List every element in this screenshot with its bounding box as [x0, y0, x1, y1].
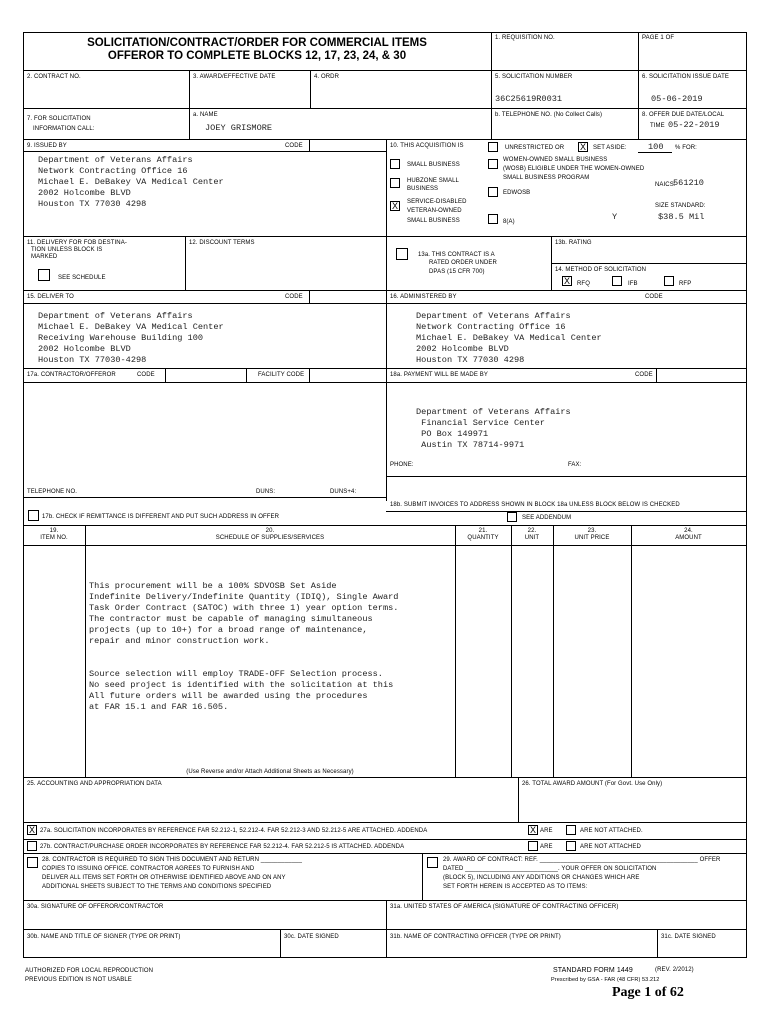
rated-order-label-1: 13a. THIS CONTRACT IS A: [418, 252, 495, 258]
col-22-number: 22.: [527, 528, 537, 534]
col-21-number: 21.: [478, 528, 488, 534]
clause-27b-are-label: ARE: [540, 844, 553, 850]
fob-label-3: MARKED: [31, 254, 58, 260]
naics-label: NAICS:: [655, 182, 676, 188]
payment-phone-label: PHONE:: [390, 462, 414, 468]
set-aside-label: SET ASIDE:: [593, 145, 627, 151]
deliver-to-label: 15. DELIVER TO: [27, 294, 74, 300]
issue-date-label: 6. SOLICITATION ISSUE DATE: [642, 74, 729, 80]
col-19-heading: ITEM NO.: [40, 535, 68, 541]
solicitation-number-label: 5. SOLICITATION NUMBER: [495, 74, 573, 80]
schedule-text-8: Source selection will employ TRADE-OFF Selection process.: [89, 669, 383, 679]
officer-name-label: 31b. NAME OF CONTRACTING OFFICER (TYPE OR PRINT): [390, 934, 561, 940]
payment-line-2: Financial Service Center: [416, 418, 545, 428]
administered-by-line-2: Network Contracting Office 16: [416, 322, 566, 332]
ifb-checkbox[interactable]: [612, 276, 622, 286]
eight-a-checkbox[interactable]: [488, 214, 498, 224]
payment-code-label: CODE: [635, 372, 653, 378]
schedule-text-3: Task Order Contract (SATOC) with three 1) year option terms.: [89, 603, 399, 613]
name-label: a. NAME: [193, 112, 218, 118]
administered-by-line-3: Michael E. DeBakey VA Medical Center: [416, 333, 602, 343]
payment-line-1: Department of Veterans Affairs: [416, 407, 571, 417]
clause-27b-are-not-label: ARE NOT ATTACHED: [580, 844, 641, 850]
discount-terms-label: 12. DISCOUNT TERMS: [189, 240, 255, 246]
clause-28-line-2: COPIES TO ISSUING OFFICE. CONTRACTOR AGREES TO FURNISH AND: [42, 866, 255, 872]
border-right: [746, 32, 747, 957]
wosb-label-1: WOMEN-OWNED SMALL BUSINESS: [503, 157, 608, 163]
rated-order-checkbox[interactable]: [396, 248, 408, 260]
sdvosb-label-2: VETERAN-OWNED: [407, 208, 462, 214]
contractor-label: 17a. CONTRACTOR/OFFEROR: [27, 372, 116, 378]
footer-prescribed: Prescribed by GSA - FAR (48 CFR) 53.212: [551, 977, 660, 983]
rfq-checkbox[interactable]: X: [563, 276, 570, 286]
percent-for-label: % FOR:: [675, 145, 697, 151]
set-aside-checkbox[interactable]: X: [579, 142, 586, 152]
rated-order-label-3: DPAS (15 CFR 700): [429, 269, 485, 275]
clause-27b-checkbox[interactable]: [27, 841, 37, 851]
clause-27a-checkbox[interactable]: X: [28, 825, 35, 835]
footer-revision: (REV. 2/2012): [655, 967, 694, 973]
rating-label: 13b. RATING: [555, 240, 592, 246]
payment-fax-label: FAX:: [568, 462, 582, 468]
contractor-code-label: CODE: [137, 372, 155, 378]
sdvosb-label-3: SMALL BUSINESS: [407, 218, 460, 224]
set-aside-percent: 100: [648, 142, 664, 152]
deliver-to-line-1: Department of Veterans Affairs: [38, 311, 193, 321]
border-bottom: [23, 957, 747, 958]
telephone-no-label: TELEPHONE NO.: [27, 489, 77, 495]
col-23-number: 23.: [587, 528, 597, 534]
issued-by-line-2: Network Contracting Office 16: [38, 166, 188, 176]
officer-date-label: 31c. DATE SIGNED: [661, 934, 716, 940]
wosb-checkbox[interactable]: [488, 159, 498, 169]
signature-offeror-label: 30a. SIGNATURE OF OFFEROR/CONTRACTOR: [27, 904, 164, 910]
col-24-number: 24.: [684, 528, 693, 534]
signer-date-label: 30c. DATE SIGNED: [284, 934, 339, 940]
clause-29-line-3: (BLOCK 5), INCLUDING ANY ADDITIONS OR CHANGES WHICH ARE: [443, 875, 640, 881]
schedule-text-9: No seed project is identified with the solicitation at this: [89, 680, 394, 690]
hubzone-label-2: BUSINESS: [407, 186, 439, 192]
signer-name-label: 30b. NAME AND TITLE OF SIGNER (TYPE OR PRINT): [27, 934, 181, 940]
wosb-label-2: (WOSB) ELIGIBLE UNDER THE WOMEN-OWNED: [503, 166, 645, 172]
unrestricted-label: UNRESTRICTED OR: [505, 145, 565, 151]
remittance-label: 17b. CHECK IF REMITTANCE IS DIFFERENT AND PUT SUCH ADDRESS IN OFFER: [42, 514, 280, 520]
hubzone-label-1: HUBZONE SMALL: [407, 178, 459, 184]
clause-28-checkbox[interactable]: [27, 857, 38, 868]
schedule-text-5: projects (up to 10+) for a broad range of maintenance,: [89, 625, 368, 635]
schedule-text-11: at FAR 15.1 and FAR 16.505.: [89, 702, 229, 712]
issued-by-line-1: Department of Veterans Affairs: [38, 155, 193, 165]
see-addendum-checkbox[interactable]: [507, 512, 517, 522]
fob-label-2: TION UNLESS BLOCK IS: [31, 247, 103, 253]
clause-27a-are-label: ARE: [540, 828, 553, 834]
rfp-checkbox[interactable]: [664, 276, 674, 286]
size-standard-value: $38.5 Mil: [658, 212, 705, 222]
size-standard-flag: Y: [612, 212, 618, 222]
administered-by-line-4: 2002 Holcombe BLVD: [416, 344, 509, 354]
page-label: PAGE 1 OF: [642, 35, 675, 41]
award-date-label: 3. AWARD/EFFECTIVE DATE: [193, 74, 276, 80]
edwosb-checkbox[interactable]: [488, 187, 498, 197]
info-call-label-1: 7. FOR SOLICITATION: [27, 116, 91, 122]
administered-by-line-1: Department of Veterans Affairs: [416, 311, 571, 321]
sdvosb-label-1: SERVICE-DISABLED: [407, 199, 467, 205]
footer-form-name: STANDARD FORM 1449: [553, 967, 633, 974]
sdvosb-checkbox[interactable]: X: [391, 201, 398, 211]
clause-29-line-4: SET FORTH HEREIN IS ACCEPTED AS TO ITEMS:: [443, 884, 588, 890]
clause-29-line-2: DATED ___________________________. YOUR OFFER ON SOLICITATION: [443, 866, 657, 872]
clause-27a-are-not-checkbox[interactable]: [566, 825, 576, 835]
facility-code-label: FACILITY CODE: [258, 372, 305, 378]
duns4-label: DUNS+4:: [330, 489, 357, 495]
order-label: 4. ORDR: [314, 74, 340, 80]
accounting-label: 25. ACCOUNTING AND APPROPRIATION DATA: [27, 781, 162, 787]
duns-label: DUNS:: [256, 489, 276, 495]
clause-28-line-4: ADDITIONAL SHEETS SUBJECT TO THE TERMS AND CONDITIONS SPECIFIED: [42, 884, 272, 890]
unrestricted-checkbox[interactable]: [488, 142, 498, 152]
ifb-label: IFB: [628, 281, 638, 287]
acquisition-label: 10. THIS ACQUISITION IS: [390, 143, 464, 149]
deliver-to-code-label: CODE: [285, 294, 303, 300]
clause-27a-label: 27a. SOLICITATION INCORPORATES BY REFERENCE FAR 52.212-1, 52.212-4. FAR 52.212-3 AND 52.212-5 ARE ATTACHED. ADDENDA: [40, 828, 428, 834]
col-22-heading: UNIT: [524, 535, 540, 541]
offer-due-label-2: TIME: [650, 123, 665, 129]
size-standard-label: SIZE STANDARD:: [655, 203, 706, 209]
col-23-heading: UNIT PRICE: [574, 535, 610, 541]
footer-page-number: Page 1 of 62: [612, 985, 684, 1000]
requisition-label: 1. REQUISITION NO.: [495, 35, 555, 41]
fob-label-1: 11. DELIVERY FOR FOB DESTINA-: [27, 240, 127, 246]
rated-order-label-2: RATED ORDER UNDER: [429, 260, 497, 266]
col-24-heading: AMOUNT: [675, 535, 702, 541]
reverse-note: (Use Reverse and/or Attach Additional Sheets as Necessary): [186, 769, 354, 775]
wosb-label-3: SMALL BUSINESS PROGRAM: [503, 175, 590, 181]
issued-by-code-label: CODE: [285, 143, 303, 149]
small-business-checkbox[interactable]: [390, 159, 400, 169]
issued-by-line-4: 2002 Holcombe BLVD: [38, 188, 131, 198]
issued-by-label: 9. ISSUED BY: [27, 143, 67, 149]
method-label: 14. METHOD OF SOLICITATION: [555, 267, 647, 273]
hubzone-checkbox[interactable]: [390, 178, 400, 188]
eight-a-label: 8(A): [503, 219, 515, 225]
footer-previous-edition: PREVIOUS EDITION IS NOT USABLE: [25, 977, 132, 983]
remittance-checkbox[interactable]: [28, 510, 39, 521]
small-business-label: SMALL BUSINESS: [407, 162, 460, 168]
schedule-text-4: The contractor must be capable of managing simultaneous: [89, 614, 373, 624]
rfq-label: RFQ: [577, 281, 590, 287]
administered-by-line-5: Houston TX 77030 4298: [416, 355, 525, 365]
solicitation-number: 36C25619R0031: [495, 94, 563, 104]
clause-29-checkbox[interactable]: [427, 857, 438, 868]
offer-due-date: 05-22-2019: [668, 120, 720, 130]
payment-label: 18a. PAYMENT WILL BE MADE BY: [390, 372, 488, 378]
invoices-label: 18b. SUBMIT INVOICES TO ADDRESS SHOWN IN BLOCK 18a UNLESS BLOCK BELOW IS CHECKED: [390, 502, 680, 508]
footer-authorized: AUTHORIZED FOR LOCAL REPRODUCTION: [25, 968, 154, 974]
offer-due-label-1: 8. OFFER DUE DATE/LOCAL: [642, 112, 725, 118]
rfp-label: RFP: [679, 281, 692, 287]
col-20-heading: SCHEDULE OF SUPPLIES/SERVICES: [215, 535, 325, 541]
clause-27b-are-checkbox[interactable]: [528, 841, 538, 851]
col-21-heading: QUANTITY: [467, 535, 499, 541]
administered-by-code-label: CODE: [645, 294, 663, 300]
clause-27a-are-not-label: ARE NOT ATTACHED.: [580, 828, 643, 834]
issued-by-line-5: Houston TX 77030 4298: [38, 199, 147, 209]
payment-line-3: PO Box 149971: [416, 429, 489, 439]
see-schedule-label: SEE SCHEDULE: [58, 275, 106, 281]
total-award-label: 26. TOTAL AWARD AMOUNT (For Govt. Use Only): [522, 781, 663, 787]
payment-line-4: Austin TX 78714-9971: [416, 440, 525, 450]
see-addendum-label: SEE ADDENDUM: [522, 515, 572, 521]
edwosb-label: EDWOSB: [503, 190, 531, 196]
clause-27a-are-checkbox[interactable]: X: [529, 825, 536, 835]
form-title-line1: SOLICITATION/CONTRACT/ORDER FOR COMMERCIAL ITEMS: [87, 37, 427, 49]
deliver-to-line-3: Receiving Warehouse Building 100: [38, 333, 204, 343]
border-left: [23, 32, 24, 957]
deliver-to-line-5: Houston TX 77030-4298: [38, 355, 147, 365]
contract-no-label: 2. CONTRACT NO.: [27, 74, 81, 80]
naics-code: 561210: [673, 178, 704, 188]
schedule-text-2: Indefinite Delivery/Indefinite Quantity (IDIQ), Single Award: [89, 592, 399, 602]
clause-28-line-3: DELIVER ALL ITEMS SET FORTH OR OTHERWISE IDENTIFIED ABOVE AND ON ANY: [42, 875, 286, 881]
col-20-number: 20.: [265, 528, 275, 534]
info-call-label-2: INFORMATION CALL:: [33, 126, 95, 132]
issued-by-line-3: Michael E. DeBakey VA Medical Center: [38, 177, 224, 187]
telephone-label: b. TELEPHONE NO. (No Collect Calls): [495, 112, 603, 118]
contact-name: JOEY GRISMORE: [205, 123, 273, 133]
schedule-text-1: This procurement will be a 100% SDVOSB Set Aside: [89, 581, 337, 591]
col-19-number: 19.: [49, 528, 59, 534]
administered-by-label: 16. ADMINISTERED BY: [390, 294, 457, 300]
clause-27b-are-not-checkbox[interactable]: [566, 841, 576, 851]
schedule-text-6: repair and minor construction work.: [89, 636, 270, 646]
clause-28-line-1: 28. CONTRACTOR IS REQUIRED TO SIGN THIS DOCUMENT AND RETURN ____________: [42, 857, 303, 863]
see-schedule-checkbox[interactable]: [38, 269, 50, 281]
clause-29-line-1: 29. AWARD OF CONTRACT: REF. ______________________________________________ OFFER: [443, 857, 721, 863]
deliver-to-line-4: 2002 Holcombe BLVD: [38, 344, 131, 354]
form-title-line2: OFFEROR TO COMPLETE BLOCKS 12, 17, 23, 24, & 30: [107, 50, 407, 62]
clause-27b-label: 27b. CONTRACT/PURCHASE ORDER INCORPORATES BY REFERENCE FAR 52.212-4. FAR 52.212-5 IS ATTACHED. ADDENDA: [40, 844, 405, 850]
schedule-text-10: All future orders will be awarded using the procedures: [89, 691, 368, 701]
issue-date: 05-06-2019: [651, 94, 703, 104]
signature-officer-label: 31a. UNITED STATES OF AMERICA (SIGNATURE OF CONTRACTING OFFICER): [390, 904, 619, 910]
deliver-to-line-2: Michael E. DeBakey VA Medical Center: [38, 322, 224, 332]
